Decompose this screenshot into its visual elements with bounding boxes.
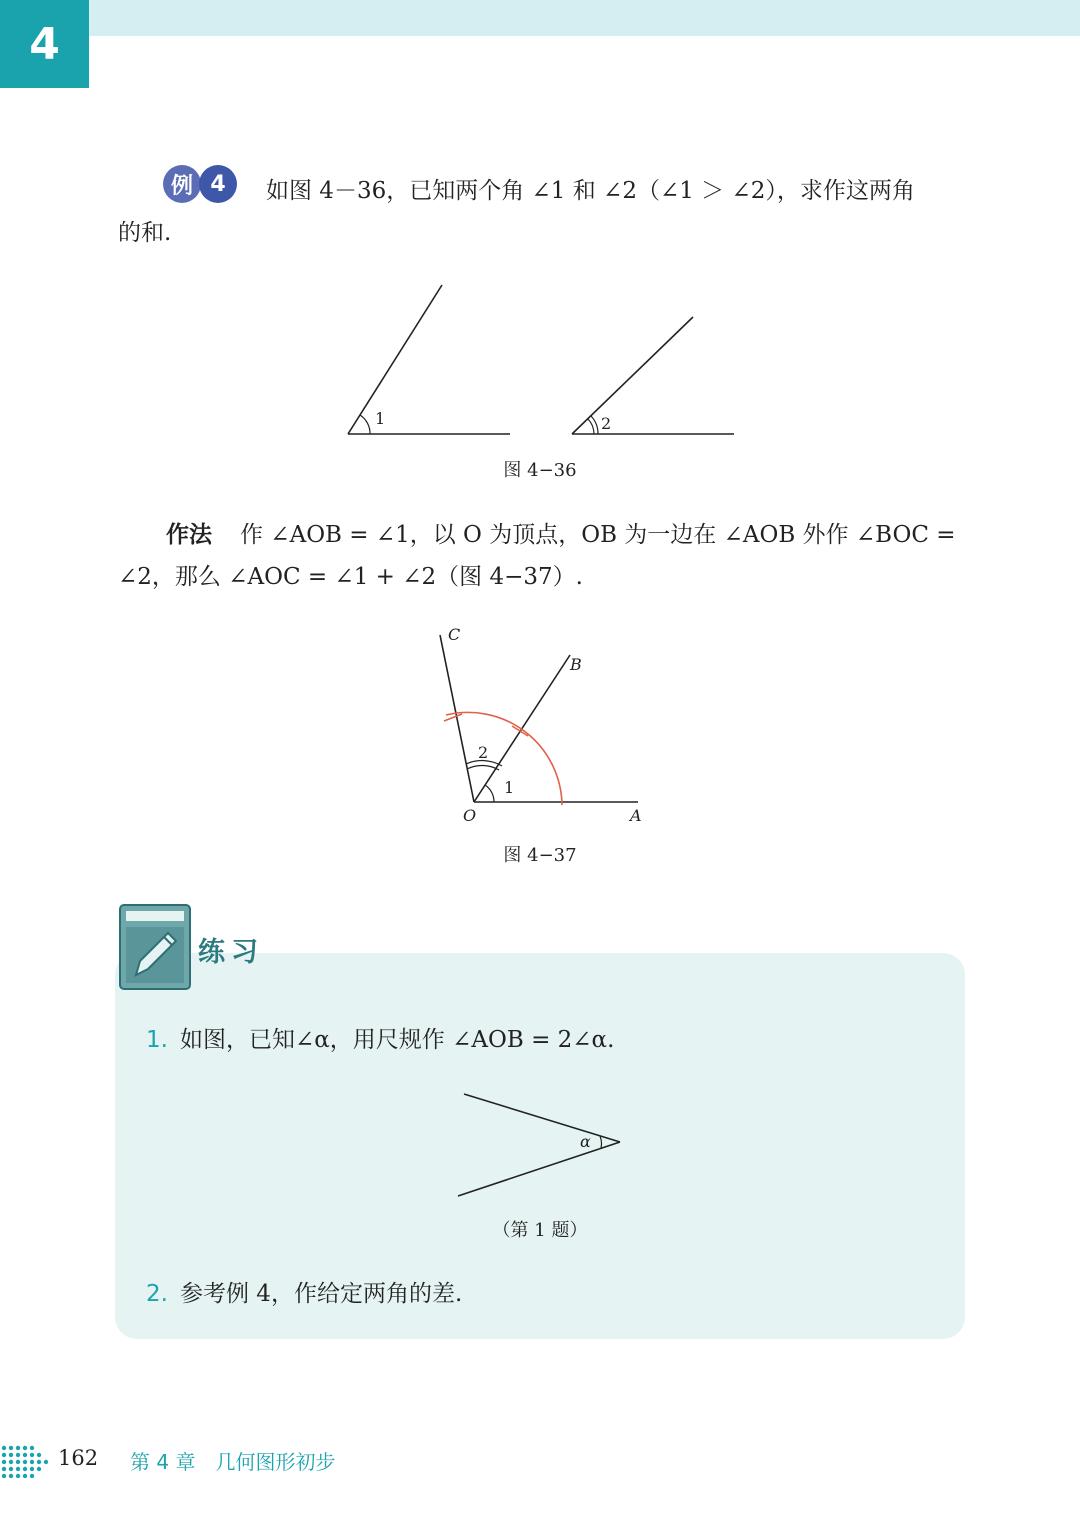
point-B-label: B: [570, 655, 582, 674]
example-badge: [163, 165, 241, 203]
point-A-label: A: [630, 806, 642, 825]
dot-grid-icon: [0, 1440, 50, 1478]
example-badge-number: 4: [199, 165, 237, 203]
example-text-line1: 如图 4－36，已知两个角 ∠1 和 ∠2（∠1 ＞ ∠2），求作这两角: [266, 178, 915, 204]
figure-4-37: [430, 620, 650, 830]
chapter-label: 第 4 章 几何图形初步: [130, 1450, 336, 1474]
chapter-tab: [0, 0, 89, 88]
header-band: [0, 0, 1080, 36]
angle-1-figure: [348, 285, 510, 434]
alpha-label: α: [580, 1132, 591, 1151]
example-badge-li: 例: [163, 165, 201, 203]
question-1-figure: [450, 1085, 630, 1205]
point-O-label: O: [463, 806, 477, 825]
method-line1: 作 ∠AOB = ∠1，以 O 为顶点，OB 为一边在 ∠AOB 外作 ∠BOC =: [240, 522, 956, 548]
point-C-label: C: [448, 625, 461, 644]
method-line2: ∠2，那么 ∠AOC = ∠1 + ∠2（图 4−37）.: [118, 564, 583, 590]
question-1-text: 如图，已知∠α，用尺规作 ∠AOB = 2∠α.: [180, 1027, 615, 1053]
figure-4-36-caption: 图 4−36: [503, 460, 577, 481]
practice-title: 练习: [198, 937, 264, 968]
angle-2-figure: [572, 317, 734, 434]
method-label: 作法: [166, 522, 212, 548]
figure-4-37-caption: 图 4−37: [503, 845, 577, 866]
chapter-number: 4: [29, 18, 60, 70]
pencil-notebook-icon: [118, 903, 192, 991]
question-1-num: 1.: [146, 1027, 168, 1053]
angle-2-label-437: 2: [478, 743, 489, 762]
angle-2-label: 2: [601, 414, 612, 433]
question-2-text: 参考例 4，作给定两角的差.: [180, 1281, 463, 1307]
question-2-num: 2.: [146, 1281, 168, 1307]
angle-1-label: 1: [375, 409, 386, 428]
ray-OC: [440, 635, 474, 802]
angle-1-label-437: 1: [504, 778, 515, 797]
example-text-line2: 的和.: [118, 220, 172, 246]
page-number: 162: [58, 1446, 99, 1470]
figure-4-36: [340, 278, 750, 443]
question-1-caption: （第 1 题）: [492, 1220, 588, 1241]
